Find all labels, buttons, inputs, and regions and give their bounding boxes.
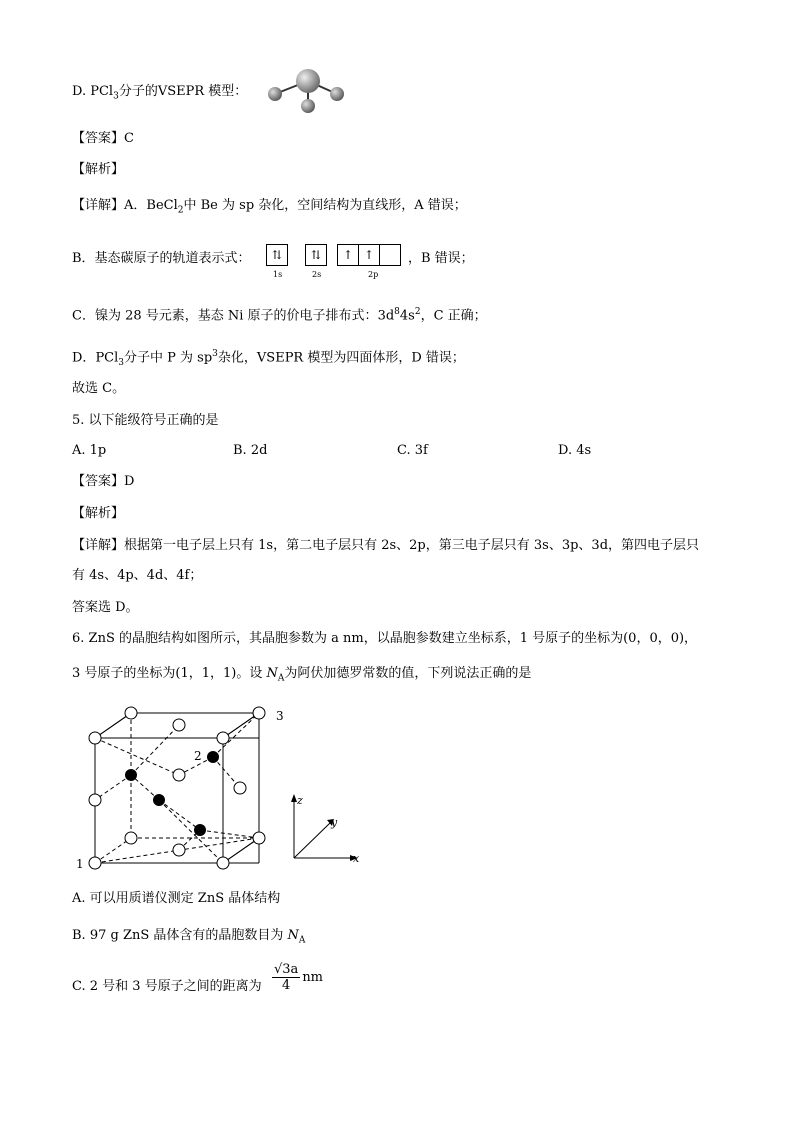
q5-option-d: D. 4s [558, 443, 592, 458]
axis-x-label: x [353, 852, 360, 865]
atom-label-3: 3 [276, 709, 284, 723]
orbital-2s: ⇅ 2s [305, 244, 327, 266]
axis-y-label: y [331, 816, 338, 829]
q6-option-c-fraction: $\frac{√3a}{4}$ nm [274, 962, 324, 993]
q5-option-b: B. 2d [233, 443, 268, 458]
q6-option-a: A. 可以用质谱仪测定 ZnS 晶体结构 [72, 891, 281, 906]
q5-option-c: C. 3f [397, 443, 428, 458]
q5-detail-line2: 有 4s、4p、4d、4f； [72, 568, 203, 583]
q4-answer: 【答案】C [72, 131, 134, 146]
atom-label-1: 1 [76, 857, 84, 871]
axis-z-label: z [297, 794, 303, 807]
q4-line-b-suffix: ，B 错误； [408, 251, 474, 266]
q6-stem-line1: 6. ZnS 的晶胞结构如图所示，其晶胞参数为 a nm，以晶胞参数建立坐标系，1 号原子的坐标为(0，0，0)， [72, 631, 698, 646]
q4-line-d: D．PCl$_3$分子中 P 为 $sp^3$杂化，VSEPR 模型为四面体形，D 错误； [72, 349, 465, 368]
q5-option-a: A. 1p [72, 443, 107, 458]
q6-stem-line2: 3 号原子的坐标为(1，1，1)。设 $N_A$为阿伏加德罗常数的值，下列说法正确的是 [72, 666, 532, 684]
zns-unit-cell-diagram [70, 700, 370, 880]
q6-option-b: B. 97 g ZnS 晶体含有的晶胞数目为 $N_A$ [72, 928, 306, 946]
pcl3-vsepr-model-icon [265, 66, 355, 116]
q4-conclusion: 故选 C。 [72, 381, 126, 396]
q4-detail-a: 【详解】A．BeCl$_2$中 Be 为 sp 杂化，空间结构为直线形，A 错误； [72, 198, 467, 216]
q5-conclusion: 答案选 D。 [72, 600, 139, 615]
q5-analysis-tag: 【解析】 [72, 506, 125, 521]
q4-option-d: D. PCl$_3$分子的VSEPR 模型： [72, 84, 248, 102]
orbital-1s: ⇅ 1s [266, 244, 288, 266]
orbital-2p: ↑ ↑ 2p [337, 244, 401, 266]
q6-option-c: C. 2 号和 3 号原子之间的距离为 [72, 979, 262, 994]
q4-line-c: C．镍为 28 号元素，基态 Ni 原子的价电子排布式：$3d^84s^2$，C 正确； [72, 307, 487, 324]
q5-stem: 5. 以下能级符号正确的是 [72, 413, 219, 428]
q5-detail-line1: 【详解】根据第一电子层上只有 1s，第二电子层只有 2s、2p，第三电子层只有 3s、3p、3d，第四电子层只 [72, 538, 700, 553]
atom-label-2: 2 [194, 749, 202, 763]
q4-analysis-tag: 【解析】 [72, 162, 125, 177]
q4-line-b-prefix: B．基态碳原子的轨道表示式： [72, 251, 251, 266]
q5-answer: 【答案】D [72, 474, 135, 489]
